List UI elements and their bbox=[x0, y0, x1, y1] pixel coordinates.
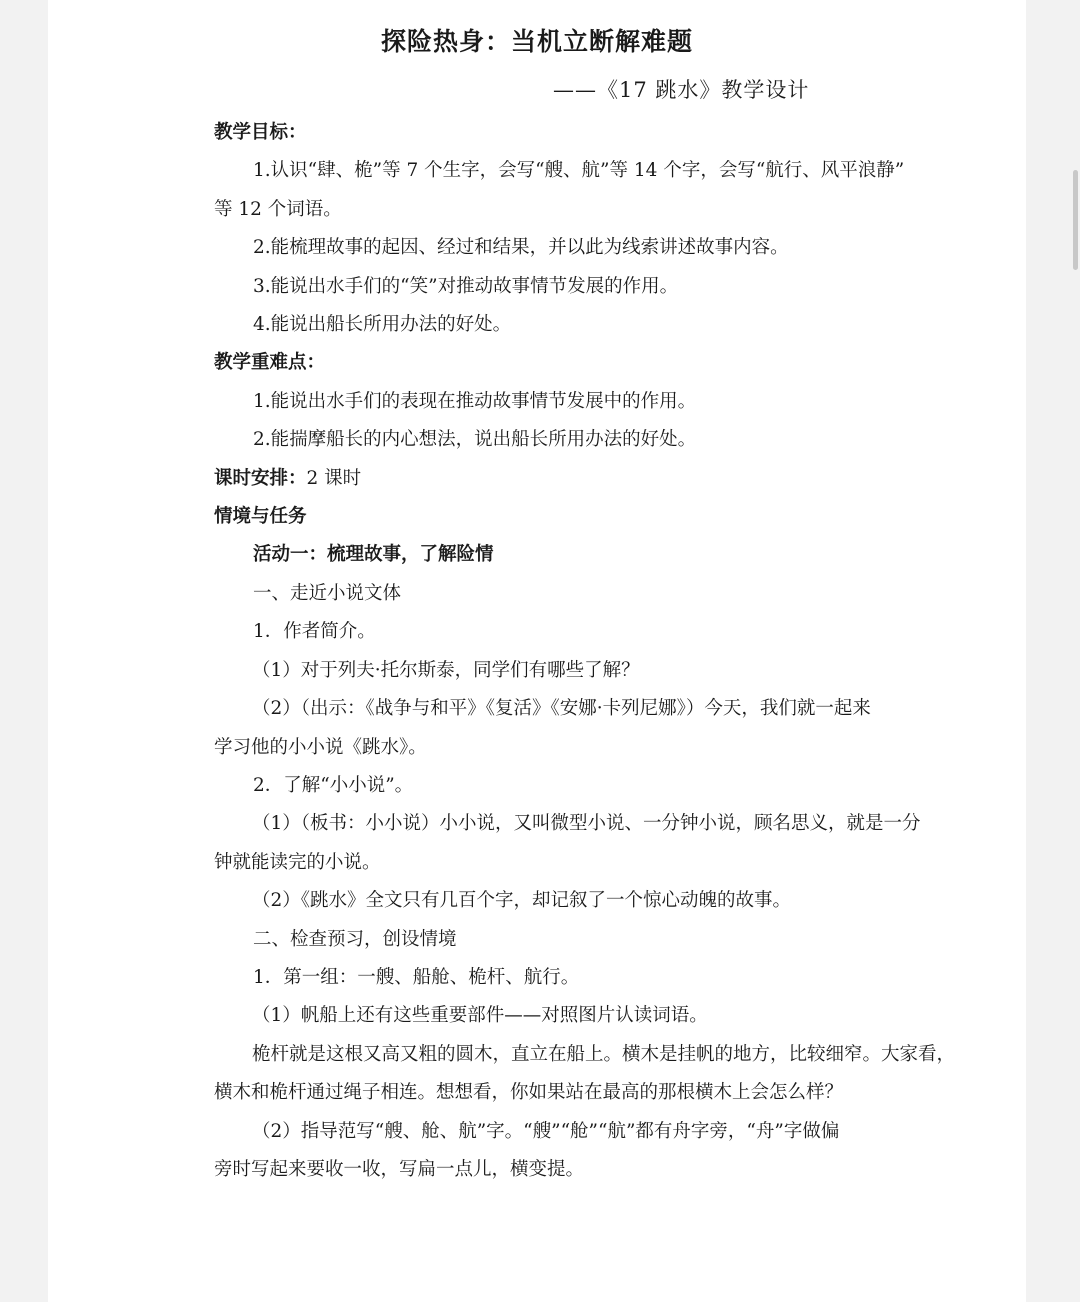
paragraph-line: 等 12 个词语。 bbox=[214, 198, 342, 220]
paragraph-line: 旁时写起来要收一收，写扁一点儿，横变提。 bbox=[214, 1158, 585, 1180]
document-page bbox=[48, 0, 1026, 1302]
paragraph-line: 4.能说出船长所用办法的好处。 bbox=[253, 314, 512, 336]
paragraph-line: 2．了解“小小说”。 bbox=[253, 774, 414, 796]
section-heading: 教学目标： bbox=[214, 122, 307, 143]
paragraph-line: 2.能揣摩船长的内心想法，说出船长所用办法的好处。 bbox=[253, 429, 697, 451]
paragraph-line: 横木和桅杆通过绳子相连。想想看，你如果站在最高的那根横木上会怎么样？ bbox=[214, 1082, 844, 1104]
paragraph-line: （1）对于列夫·托尔斯泰，同学们有哪些了解？ bbox=[252, 659, 640, 681]
document-body bbox=[214, 114, 1004, 1189]
paragraph-line: 二、检查预习，创设情境 bbox=[253, 928, 457, 950]
scrollbar-thumb[interactable] bbox=[1073, 170, 1078, 270]
section-heading: 课时安排： bbox=[214, 467, 307, 489]
paragraph-line: 学习他的小小说《跳水》。 bbox=[214, 736, 427, 758]
section-heading: 情境与任务 bbox=[214, 506, 307, 528]
paragraph-line: 1.能说出水手们的表现在推动故事情节发展中的作用。 bbox=[253, 390, 697, 412]
document-subtitle: ——《17 跳水》教学设计 bbox=[553, 78, 810, 102]
paragraph-line: 一、走近小说文体 bbox=[253, 582, 402, 604]
paragraph-line: （2）（出示：《战争与和平》《复活》《安娜·卡列尼娜》）今天，我们就一起来 bbox=[252, 698, 871, 720]
paragraph-line: （2）《跳水》全文只有几百个字，却记叙了一个惊心动魄的故事。 bbox=[252, 890, 792, 912]
schedule-line bbox=[214, 460, 1004, 498]
paragraph-line: 3.能说出水手们的“笑”对推动故事情节发展的作用。 bbox=[253, 275, 679, 297]
paragraph-line: （1）帆船上还有这些重要部件——对照图片认读词语。 bbox=[252, 1005, 708, 1027]
activity-heading: 活动一：梳理故事，了解险情 bbox=[253, 544, 494, 566]
section-heading: 教学重难点： bbox=[214, 352, 326, 374]
paragraph-line: （1）（板书：小小说）小小说，又叫微型小说、一分钟小说，顾名思义，就是一分 bbox=[252, 813, 921, 835]
schedule-value: 2 课时 bbox=[306, 467, 362, 489]
paragraph-line: 钟就能读完的小说。 bbox=[214, 851, 381, 873]
paragraph-line: 1．作者简介。 bbox=[253, 621, 376, 643]
paragraph-line: （2）指导范写“艘、舱、航”字。“艘”“舱”“航”都有舟字旁，“舟”字做偏 bbox=[252, 1120, 840, 1142]
paragraph-line: 1.认识“肆、桅”等 7 个生字，会写“艘、航”等 14 个字，会写“航行、风平浪静” bbox=[253, 160, 905, 182]
paragraph-line: 1．第一组：一艘、船舱、桅杆、航行。 bbox=[253, 966, 580, 988]
paragraph-line: 2.能梳理故事的起因、经过和结果，并以此为线索讲述故事内容。 bbox=[253, 237, 789, 259]
paragraph-line: 桅杆就是这根又高又粗的圆木，直立在船上。横木是挂帆的地方，比较细窄。大家看， bbox=[252, 1043, 956, 1065]
document-title: 探险热身：当机立断解难题 bbox=[380, 27, 693, 56]
